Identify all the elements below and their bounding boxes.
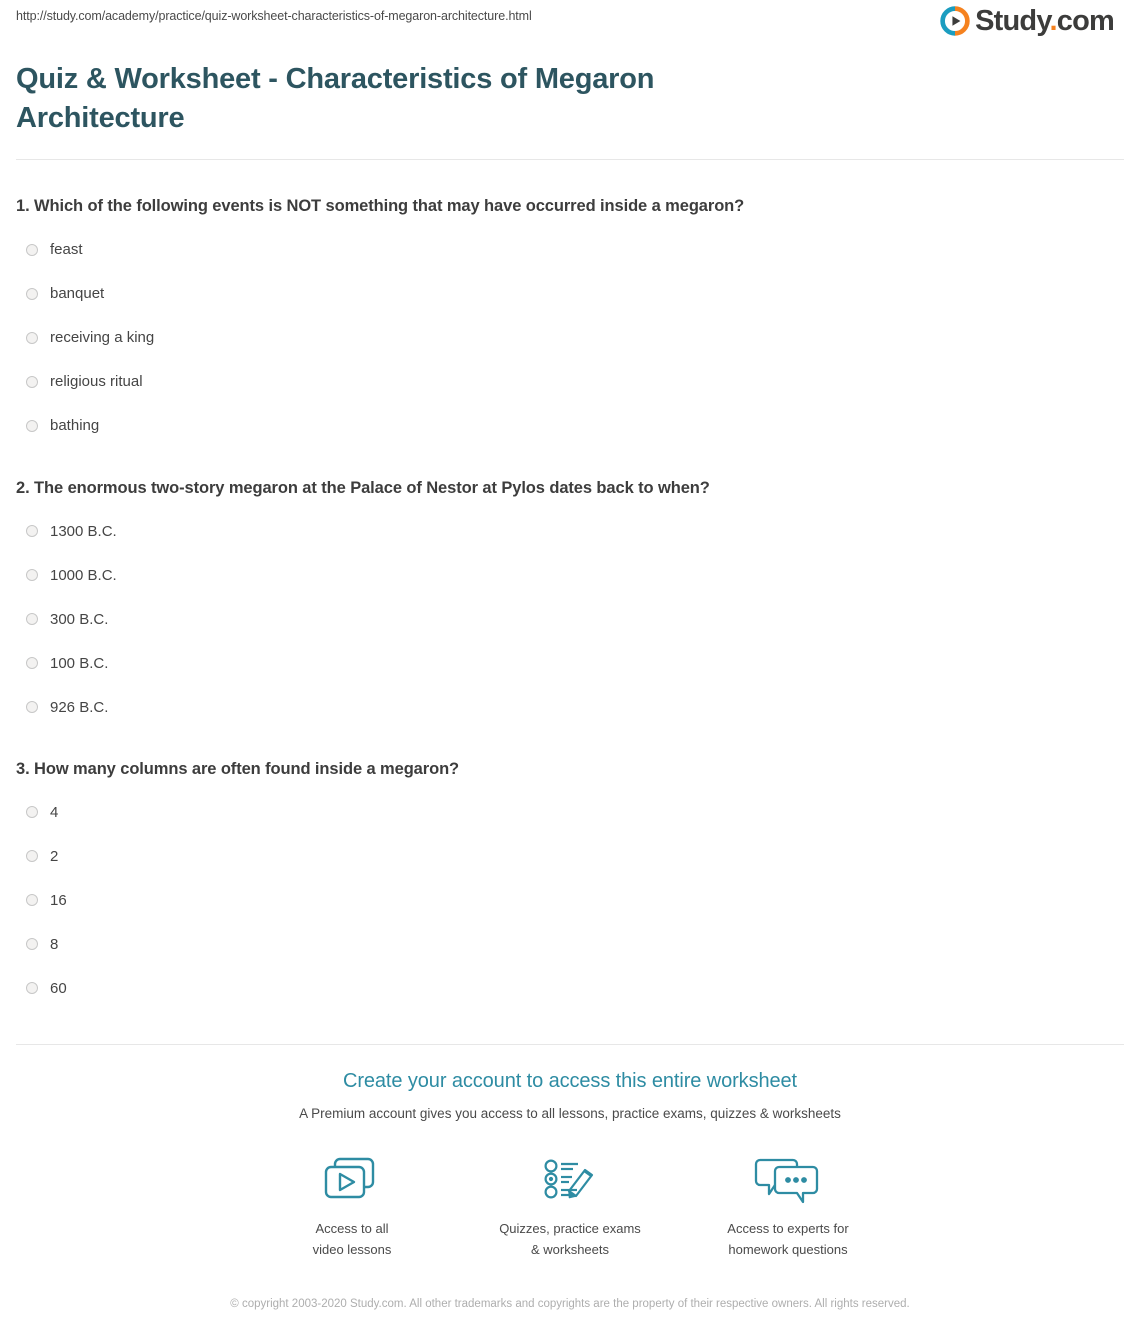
- answer-option-label: 926 B.C.: [50, 698, 109, 716]
- study-com-logo[interactable]: [940, 0, 1124, 36]
- radio-button-icon[interactable]: [26, 525, 38, 537]
- answer-option-label: religious ritual: [50, 373, 143, 391]
- page-title: Quiz & Worksheet - Characteristics of Megaron Architecture: [16, 63, 655, 134]
- answer-option[interactable]: [16, 597, 1124, 641]
- radio-button-icon[interactable]: [26, 938, 38, 950]
- radio-button-icon[interactable]: [26, 244, 38, 256]
- chat-bubbles-icon: [679, 1149, 897, 1209]
- feature-caption-line-1: Access to all: [315, 1220, 389, 1236]
- radio-button-icon[interactable]: [26, 569, 38, 581]
- answer-option-label: 4: [50, 803, 59, 821]
- answer-option-label: feast: [50, 241, 83, 259]
- quiz-pencil-icon: [461, 1149, 679, 1209]
- questions-list: [16, 160, 1124, 1010]
- feature-caption-line-2: & worksheets: [530, 1241, 610, 1257]
- feature-caption: [243, 1219, 461, 1261]
- answer-option-label: 2: [50, 847, 59, 865]
- logo-word-com: com: [1056, 4, 1114, 37]
- feature-quizzes: [461, 1149, 679, 1261]
- answer-option[interactable]: [16, 360, 1124, 404]
- answer-options: [16, 228, 1124, 448]
- feature-video-lessons: [243, 1149, 461, 1261]
- answer-option-label: 1000 B.C.: [50, 566, 117, 584]
- answer-option-label: banquet: [50, 285, 105, 303]
- question-text: 2. The enormous two-story megaron at the Palace of Nestor at Pylos dates back to when?: [16, 478, 710, 497]
- logo-word-study: Study: [975, 4, 1050, 37]
- video-lessons-icon: [243, 1149, 461, 1209]
- feature-caption-line-1: Access to experts for: [727, 1220, 849, 1236]
- answer-option-label: 60: [50, 979, 67, 997]
- radio-button-icon[interactable]: [26, 850, 38, 862]
- answer-option[interactable]: [16, 641, 1124, 685]
- answer-option[interactable]: [16, 790, 1124, 834]
- cta-subtitle: A Premium account gives you access to all lessons, practice exams, quizzes & worksheets: [299, 1106, 841, 1122]
- cta-title[interactable]: Create your account to access this entire worksheet: [342, 1070, 797, 1093]
- feature-caption-line-2: video lessons: [312, 1241, 392, 1257]
- feature-caption: [461, 1219, 679, 1261]
- answer-option-label: bathing: [50, 417, 100, 435]
- question-text: 1. Which of the following events is NOT something that may have occurred inside a megaron?: [16, 197, 745, 216]
- answer-option[interactable]: [16, 685, 1124, 729]
- logo-dot: .: [1049, 4, 1057, 37]
- question-block-2: [16, 478, 1124, 729]
- question-block-3: [16, 759, 1124, 1010]
- feature-caption-line-1: Quizzes, practice exams: [499, 1220, 641, 1236]
- answer-option-label: receiving a king: [50, 329, 155, 347]
- answer-option[interactable]: [16, 922, 1124, 966]
- answer-option[interactable]: [16, 228, 1124, 272]
- answer-option[interactable]: [16, 272, 1124, 316]
- answer-option[interactable]: [16, 834, 1124, 878]
- radio-button-icon[interactable]: [26, 332, 38, 344]
- page-url: http://study.com/academy/practice/quiz-worksheet-characteristics-of-megaron-architecture.html: [16, 9, 532, 23]
- answer-option-label: 16: [50, 891, 67, 909]
- radio-button-icon[interactable]: [26, 613, 38, 625]
- feature-caption: [679, 1219, 897, 1261]
- answer-option[interactable]: [16, 553, 1124, 597]
- feature-caption-line-2: homework questions: [728, 1241, 848, 1257]
- play-circle-icon: [940, 6, 970, 36]
- answer-options: [16, 790, 1124, 1010]
- create-account-cta: [16, 1045, 1124, 1313]
- radio-button-icon[interactable]: [26, 982, 38, 994]
- logo-wordmark: [975, 4, 1114, 37]
- radio-button-icon[interactable]: [26, 376, 38, 388]
- answer-option-label: 100 B.C.: [50, 654, 109, 672]
- question-text: 3. How many columns are often found inside a megaron?: [16, 760, 460, 778]
- answer-option-label: 8: [50, 935, 59, 953]
- radio-button-icon[interactable]: [26, 288, 38, 300]
- answer-option[interactable]: [16, 316, 1124, 360]
- answer-option[interactable]: [16, 878, 1124, 922]
- answer-options: [16, 509, 1124, 729]
- page-header: [16, 0, 1124, 46]
- radio-button-icon[interactable]: [26, 894, 38, 906]
- radio-button-icon[interactable]: [26, 806, 38, 818]
- answer-option[interactable]: [16, 404, 1124, 448]
- radio-button-icon[interactable]: [26, 657, 38, 669]
- question-block-1: [16, 196, 1124, 447]
- radio-button-icon[interactable]: [26, 420, 38, 432]
- copyright-notice: © copyright 2003-2020 Study.com. All other trademarks and copyrights are the property of their respective owners. All rights reserved.: [230, 1297, 910, 1310]
- answer-option[interactable]: [16, 509, 1124, 553]
- radio-button-icon[interactable]: [26, 701, 38, 713]
- answer-option-label: 1300 B.C.: [50, 522, 117, 540]
- answer-option[interactable]: [16, 966, 1124, 1010]
- feature-experts: [679, 1149, 897, 1261]
- answer-option-label: 300 B.C.: [50, 610, 109, 628]
- feature-list: [16, 1149, 1124, 1261]
